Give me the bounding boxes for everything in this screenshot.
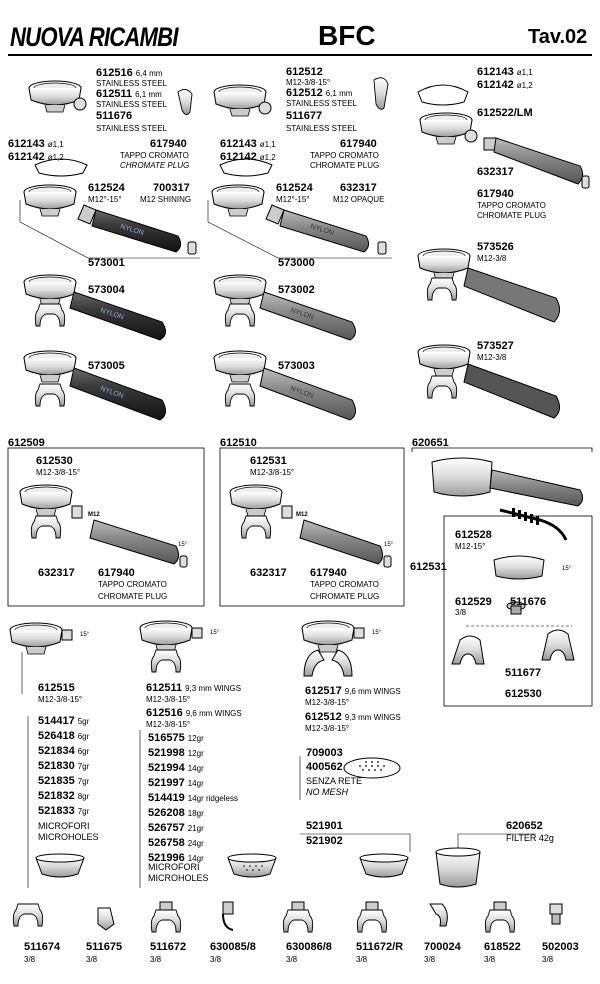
part-label-l22: 617940 [150, 138, 187, 150]
part-label-l74: M12-3/8-15° [146, 695, 191, 704]
basket-code-1: 521901 [306, 820, 343, 832]
nylon-mark: NYLON [99, 385, 125, 401]
mid-list-footer-2: MICROHOLES [148, 873, 209, 883]
spout-code: 511672 [150, 941, 187, 953]
part-label-l73: 612511 9,3 mm WINGS [146, 682, 242, 694]
part-label-l37: 632317 [340, 182, 377, 194]
part-label-sub: 6,4 mm [135, 69, 163, 78]
part-label-l64: M12-15° [455, 542, 486, 551]
part-label-sub: 6,1 mm [325, 89, 353, 98]
part-label-l77: 612517 9,6 mm WINGS [305, 685, 401, 697]
part-label-l36: M12°-15° [276, 195, 310, 204]
spout-thread: 3/8 [210, 955, 222, 964]
mid-list-item: 521996 14gr [148, 852, 204, 864]
part-label-l24: CHROMATE PLUG [120, 161, 190, 170]
mesh-code-2: 400562 [306, 761, 343, 773]
angle-mark: 15° [210, 630, 220, 636]
part-label-l49: 612530 [36, 455, 73, 467]
left-list-item-weight: 5gr [77, 717, 90, 726]
part-label-l80: M12-3/8-15° [305, 724, 350, 733]
part-label-l40: 573004 [88, 284, 125, 296]
m12-mark: M12 [296, 512, 308, 518]
angle-mark: 15° [562, 566, 572, 572]
mid-list-item: 521997 14gr [148, 777, 204, 789]
left-list-item: 521830 7gr [38, 760, 90, 772]
part-label-l75: 612516 9,6 mm WINGS [146, 707, 242, 719]
part-label-l34: CHROMATE PLUG [310, 161, 380, 170]
part-label-l27: 700317 [153, 182, 190, 194]
part-label-l68: 511676 [510, 596, 547, 608]
part-label-sub: ø1,1 [259, 140, 276, 149]
angle-mark: 15° [384, 542, 394, 548]
spout-thread: 3/8 [286, 955, 298, 964]
part-label-l56: 612531 [250, 455, 287, 467]
part-label-l1: 612516 6,4 mm [96, 67, 163, 79]
nylon-mark: NYLON [289, 385, 315, 401]
part-label-l12: STAINLESS STEEL [286, 124, 357, 133]
left-list-item-weight: 7gr [77, 807, 90, 816]
part-label-sub: 9,3 mm WINGS [185, 684, 242, 693]
part-label-l9: 612512 6,1 mm [286, 87, 353, 99]
spout-code: 630085/8 [210, 941, 256, 953]
part-label-l35: 612524 [276, 182, 313, 194]
part-label-l67: 3/8 [455, 608, 467, 617]
spout-thread: 3/8 [484, 955, 496, 964]
spout-code: 700024 [424, 941, 461, 953]
left-list-item: 521834 6gr [38, 745, 90, 757]
part-label-l71: 612515 [38, 682, 75, 694]
part-label-l30: 612143 ø1,1 [220, 138, 276, 150]
mid-list-item: 516575 12gr [148, 732, 204, 744]
spout-thread: 3/8 [356, 955, 368, 964]
angle-mark: 15° [80, 632, 90, 638]
part-label-l25: 612524 [88, 182, 125, 194]
part-label-l47: M12-3/8 [477, 353, 507, 362]
part-label-l31: 612142 ø1,2 [220, 151, 276, 163]
part-label-l15: 612522/LM [477, 107, 533, 119]
spout-code: 630086/8 [286, 941, 332, 953]
part-label-l11: 511677 [286, 110, 323, 122]
mid-list-item-weight: 24gr [187, 839, 204, 848]
part-label-sub: 9,3 mm WINGS [344, 713, 401, 722]
part-label-sub: 6,1 mm [135, 90, 162, 99]
part-label-l44: 573526 [477, 241, 514, 253]
spout-thread: 3/8 [424, 955, 436, 964]
part-label-l18: TAPPO CROMATO [477, 201, 546, 210]
part-label-sub: ø1,1 [516, 68, 533, 77]
filter-note: FILTER 42g [506, 833, 554, 843]
spout-code: 511675 [86, 941, 123, 953]
part-label-l48: 612509 [8, 437, 45, 449]
part-label-l39: 573000 [278, 257, 315, 269]
part-label-l78: M12-3/8-15° [305, 698, 350, 707]
table-number: Tav.02 [528, 26, 588, 48]
mid-list-item: 526208 18gr [148, 807, 204, 819]
part-label-l61: CHROMATE PLUG [310, 592, 380, 601]
mid-list-item-weight: 14gr [187, 764, 204, 773]
part-label-l63: 612528 [455, 529, 492, 541]
left-list-item: 521832 8gr [38, 790, 90, 802]
part-label-l54: CHROMATE PLUG [98, 592, 168, 601]
part-label-l58: 632317 [250, 567, 287, 579]
part-label-l65: 612531 [410, 561, 447, 573]
part-label-l4: STAINLESS STEEL [96, 100, 167, 109]
part-label-l66: 612529 [455, 596, 492, 608]
part-label-l16: 632317 [477, 166, 514, 178]
spout-thread: 3/8 [24, 955, 36, 964]
mid-list-item-weight: 14gr ridgeless [187, 794, 238, 803]
part-label-l50: M12-3/8-15° [36, 468, 81, 477]
part-label-l29: 573001 [88, 257, 125, 269]
part-label-l52: 617940 [98, 567, 135, 579]
part-label-l14: 612142 ø1,2 [477, 79, 533, 91]
part-label-l8: M12-3/8-15° [286, 78, 331, 87]
mid-list-item: 521998 12gr [148, 747, 204, 759]
part-label-sub: 9,6 mm WINGS [344, 687, 401, 696]
part-label-l38: M12 OPAQUE [333, 195, 385, 204]
mid-list-footer-1: MICROFORI [148, 862, 200, 872]
part-label-l79: 612512 9,3 mm WINGS [305, 711, 401, 723]
model-title: BFC [318, 20, 376, 51]
angle-mark: 15° [178, 542, 188, 548]
part-label-l53: TAPPO CROMATO [98, 580, 167, 589]
nylon-mark: NYLON [99, 307, 125, 322]
mid-list-item-weight: 12gr [187, 734, 204, 743]
part-label-l21: 612142 ø1,2 [8, 151, 64, 163]
part-label-sub: ø1,2 [516, 81, 533, 90]
left-list-item: 514417 5gr [38, 715, 90, 727]
part-label-l51: 632317 [38, 567, 75, 579]
filter-code: 620652 [506, 820, 543, 832]
part-label-l43: 573003 [278, 360, 315, 372]
part-label-l33: TAPPO CROMATO [310, 151, 379, 160]
left-list-item-weight: 7gr [77, 762, 90, 771]
nylon-mark: NYLON [289, 307, 315, 322]
part-label-l69: 511677 [505, 667, 542, 679]
nylon-mark: NYLON [119, 223, 145, 237]
part-label-l10: STAINLESS STEEL [286, 99, 357, 108]
spout-thread: 3/8 [150, 955, 162, 964]
spout-code: 511674 [24, 941, 61, 953]
mid-list-item: 514419 14gr ridgeless [148, 792, 238, 804]
part-label-l28: M12 SHINING [140, 195, 192, 204]
spout-thread: 3/8 [86, 955, 98, 964]
spout-code: 502003 [542, 941, 579, 953]
part-label-l57: M12-3/8-15° [250, 468, 295, 477]
part-label-l23: TAPPO CROMATO [120, 151, 189, 160]
part-label-l20: 612143 ø1,1 [8, 138, 64, 150]
mid-list-item-weight: 14gr [187, 779, 204, 788]
part-label-l17: 617940 [477, 188, 514, 200]
part-label-l62: 620651 [412, 437, 449, 449]
part-label-l55: 612510 [220, 437, 257, 449]
part-label-l7: 612512 [286, 66, 323, 78]
part-label-l41: 573002 [278, 284, 315, 296]
angle-mark: 15° [372, 630, 382, 636]
left-list-item-weight: 6gr [77, 732, 90, 741]
part-label-l6: STAINLESS STEEL [96, 124, 167, 133]
spout-code: 618522 [484, 941, 521, 953]
part-label-l59: 617940 [310, 567, 347, 579]
part-label-l76: M12-3/8-15° [146, 720, 191, 729]
part-label-l2: STAINLESS STEEL [96, 79, 167, 88]
basket-code-2: 521902 [306, 835, 343, 847]
part-label-l70: 612530 [505, 688, 542, 700]
part-label-sub: 9,6 mm WINGS [185, 709, 242, 718]
part-label-l5: 511676 [96, 110, 133, 122]
part-label-l42: 573005 [88, 360, 125, 372]
left-list-item-weight: 8gr [77, 792, 90, 801]
part-label-sub: ø1,2 [259, 153, 276, 162]
left-list-item-weight: 7gr [77, 777, 90, 786]
part-label-l45: M12-3/8 [477, 254, 507, 263]
brand-logo: NUOVA RICAMBI [10, 22, 178, 52]
mid-list-item: 526757 21gr [148, 822, 204, 834]
mid-list-item-weight: 21gr [187, 824, 204, 833]
left-list-item-weight: 6gr [77, 747, 90, 756]
spout-thread: 3/8 [542, 955, 554, 964]
mid-list-item: 526758 24gr [148, 837, 204, 849]
left-list-item: 521835 7gr [38, 775, 90, 787]
left-list-footer-2: MICROHOLES [38, 832, 99, 842]
part-label-l46: 573527 [477, 340, 514, 352]
part-label-l32: 617940 [340, 138, 377, 150]
mid-list-item-weight: 14gr [187, 854, 204, 863]
spout-code: 511672/R [356, 941, 404, 953]
part-label-l60: TAPPO CROMATO [310, 580, 379, 589]
part-label-l26: M12°-15° [88, 195, 122, 204]
mid-list-item: 521994 14gr [148, 762, 204, 774]
part-label-sub: ø1,2 [47, 153, 64, 162]
mesh-note: SENZA RETE [306, 776, 363, 786]
mid-list-item-weight: 12gr [187, 749, 204, 758]
part-label-l3: 612511 6,1 mm [96, 88, 162, 100]
part-label-l19: CHROMATE PLUG [477, 211, 547, 220]
mesh-note-italic: NO MESH [306, 787, 349, 797]
left-list-footer-1: MICROFORI [38, 821, 90, 831]
part-label-sub: ø1,1 [47, 140, 64, 149]
nylon-mark: NYLON [309, 223, 335, 237]
part-label-l13: 612143 ø1,1 [477, 66, 533, 78]
mid-list-item-weight: 18gr [187, 809, 204, 818]
left-list-item: 526418 6gr [38, 730, 90, 742]
mesh-code-1: 709003 [306, 747, 343, 759]
left-list-item: 521833 7gr [38, 805, 90, 817]
m12-mark: M12 [88, 512, 100, 518]
part-label-l72: M12-3/8-15° [38, 695, 83, 704]
